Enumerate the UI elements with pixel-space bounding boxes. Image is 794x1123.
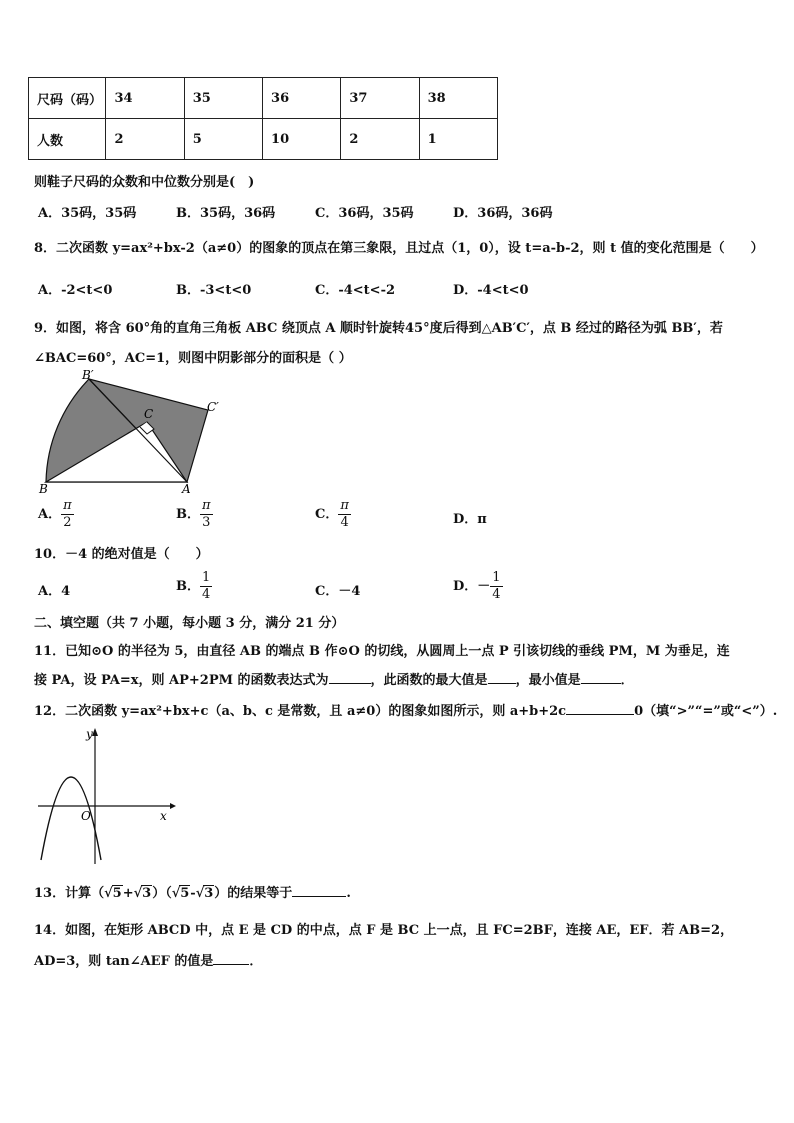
origin-label: O	[81, 809, 91, 823]
denominator: 4	[202, 587, 211, 602]
table-cell: 38	[419, 78, 497, 119]
radicand: 5	[112, 886, 122, 901]
q9-label-b1: B′	[82, 368, 94, 382]
q7-option-a: A．35码，35码	[38, 206, 137, 221]
answer-blank[interactable]	[488, 671, 516, 684]
y-axis-arrow	[92, 728, 98, 736]
sqrt-icon: √	[171, 886, 181, 901]
y-axis-label: y	[86, 727, 93, 741]
table-row	[29, 119, 498, 160]
q10-option-c: C．－4	[315, 584, 361, 599]
q14-text: ．	[249, 954, 263, 969]
q8-option-c: C．-4<t<-2	[315, 283, 396, 298]
q7-option-c: C．36码，35码	[315, 206, 414, 221]
q11-line1: 11．已知⊙O 的半径为 5，由直径 AB 的端点 B 作⊙O 的切线，从圆周上一点 P 引该切线的垂线 PM，M 为垂足，连	[34, 644, 730, 659]
table-cell: 37	[341, 78, 419, 119]
option-label: D．－	[453, 579, 491, 594]
q9-stem-line2: ∠BAC=60°，AC=1，则图中阴影部分的面积是（ ）	[34, 351, 352, 366]
fraction	[200, 570, 212, 603]
answer-blank[interactable]	[581, 671, 621, 684]
q7-option-b: B．35码，36码	[176, 206, 276, 221]
table-row	[29, 78, 498, 119]
q7-option-d: D．36码，36码	[453, 206, 553, 221]
q8-stem: 8．二次函数 y=ax²+bx-2（a≠0）的图象的顶点在第三象限，且过点（1，0），设 t=a-b-2，则 t 值的变化范围是（ ）	[34, 241, 764, 256]
q13-text: ）（	[152, 886, 172, 901]
denominator: 2	[63, 515, 72, 530]
q9-figure	[34, 366, 234, 498]
answer-blank[interactable]	[566, 702, 634, 715]
fraction	[490, 570, 502, 603]
option-label: B．	[176, 507, 200, 522]
section-title-fill-in: 二、填空题（共 7 小题，每小题 3 分，满分 21 分）	[34, 616, 345, 631]
option-label: A．	[38, 507, 62, 522]
q9-option-d: D．π	[453, 512, 487, 527]
q11-line2	[34, 669, 634, 688]
q9-label-c1: C′	[207, 400, 219, 414]
q14-text: AD=3，则 tan∠AEF 的值是	[34, 954, 214, 969]
q12-stem	[34, 700, 777, 719]
table-cell: 10	[263, 119, 341, 160]
denominator: 4	[340, 515, 349, 530]
q8-option-a: A．-2<t<0	[38, 283, 113, 298]
table-header-cell: 尺码（码）	[29, 78, 106, 119]
fraction	[338, 498, 351, 531]
x-axis-arrow	[170, 803, 176, 809]
q10-option-b	[176, 570, 212, 603]
q9-stem-line1: 9．如图，将含 60°角的直角三角板 ABC 绕顶点 A 顺时针旋转45°度后得到△AB′C′，点 B 经过的路径为弧 BB′，若	[34, 321, 723, 336]
fraction	[61, 498, 74, 531]
sqrt-icon: √	[195, 886, 205, 901]
sqrt-icon: √	[104, 886, 113, 901]
answer-blank[interactable]	[213, 952, 249, 965]
q14-line2	[34, 950, 262, 969]
numerator: π	[340, 498, 349, 513]
q8-option-b: B．-3<t<0	[176, 283, 252, 298]
answer-blank[interactable]	[292, 884, 346, 897]
shoe-size-table	[28, 77, 498, 160]
numerator: π	[63, 498, 72, 513]
radicand: 3	[142, 886, 152, 901]
option-label: C．	[315, 507, 339, 522]
q9-option-a	[38, 498, 74, 531]
sqrt-icon: √	[133, 886, 143, 901]
q13-stem	[34, 882, 351, 901]
q14-line1: 14．如图，在矩形 ABCD 中，点 E 是 CD 的中点，点 F 是 BC 上一点，且 FC=2BF，连接 AE，EF．若 AB=2，	[34, 923, 734, 938]
q9-option-c	[315, 498, 351, 531]
q7-stem: 则鞋子尺码的众数和中位数分别是( )	[34, 175, 255, 190]
q9-label-a: A	[182, 482, 191, 496]
q8-option-d: D．-4<t<0	[453, 283, 529, 298]
q12-text: 0（填“>”“=”或“<”）.	[634, 704, 778, 719]
table-cell: 34	[106, 78, 184, 119]
q10-option-d	[453, 570, 503, 603]
q9-label-b: B	[39, 482, 48, 496]
q12-text: 12．二次函数 y=ax²+bx+c（a、b、c 是常数，且 a≠0）的图象如图所示，则 a+b+2c	[34, 704, 567, 719]
table-cell: 1	[419, 119, 497, 160]
q13-text: 13．计算（	[34, 886, 105, 901]
table-header-cell: 人数	[29, 119, 106, 160]
q9-option-b	[176, 498, 213, 531]
q9-label-c: C	[144, 407, 154, 421]
numerator: π	[202, 498, 211, 513]
table-cell: 36	[263, 78, 341, 119]
option-label: B．	[176, 579, 200, 594]
q13-text: -	[190, 886, 196, 901]
table-cell: 5	[184, 119, 262, 160]
numerator: 1	[492, 570, 501, 585]
denominator: 4	[492, 587, 501, 602]
x-axis-label: x	[160, 809, 167, 823]
q13-text: ）的结果等于	[214, 886, 293, 901]
denominator: 3	[202, 515, 211, 530]
q11-text: ，此函数的最大值是	[370, 673, 488, 688]
q11-text: 接 PA，设 PA=x，则 AP+2PM 的函数表达式为	[34, 673, 329, 688]
q13-text: .	[346, 886, 351, 901]
radicand: 5	[180, 886, 190, 901]
table-cell: 35	[184, 78, 262, 119]
q11-text: ，最小值是	[515, 673, 581, 688]
q11-text: ．	[620, 673, 634, 688]
answer-blank[interactable]	[329, 671, 371, 684]
numerator: 1	[202, 570, 211, 585]
q13-text: +	[122, 886, 134, 901]
table-cell: 2	[106, 119, 184, 160]
parabola-curve	[41, 777, 101, 860]
q12-graph	[34, 724, 184, 864]
q10-stem: 10．－4 的绝对值是（ ）	[34, 547, 209, 562]
table-cell: 2	[341, 119, 419, 160]
fraction	[200, 498, 213, 531]
q10-option-a: A．4	[38, 584, 71, 599]
radicand: 3	[204, 886, 214, 901]
